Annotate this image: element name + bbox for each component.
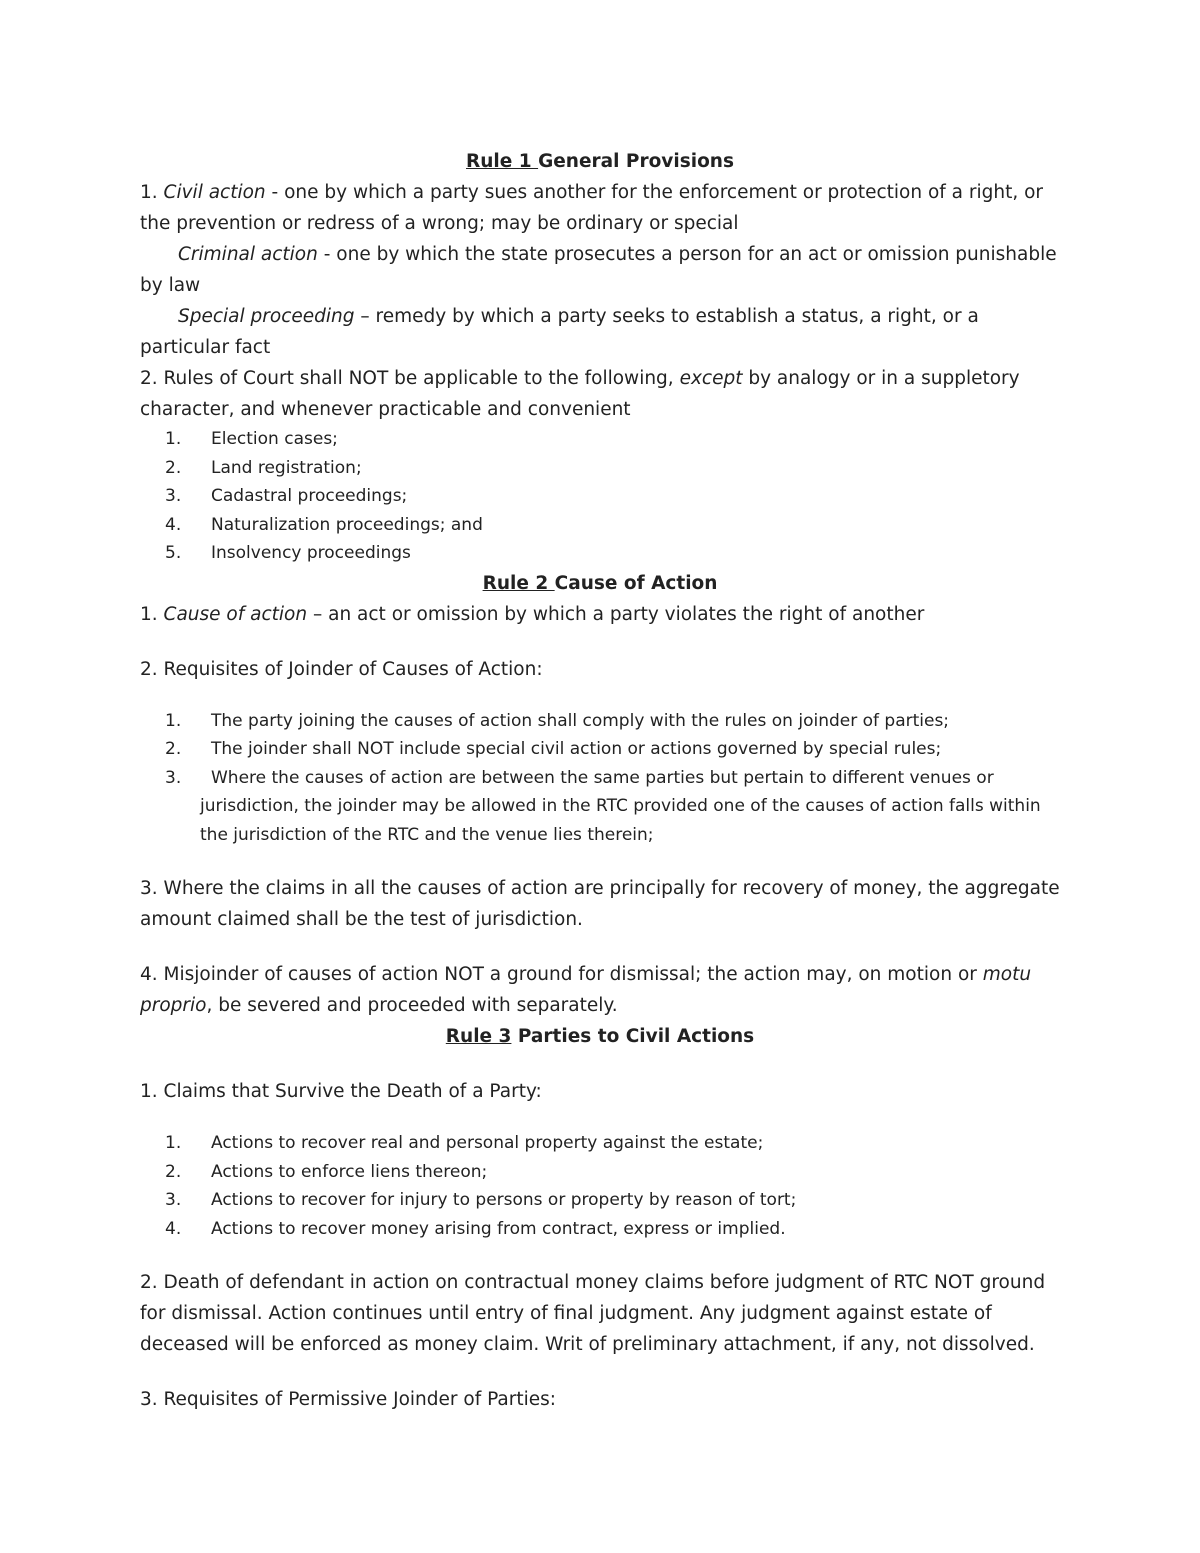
rule2-heading-num: Rule 2 (482, 572, 555, 594)
list-item-text: Election cases; (211, 429, 338, 449)
rule3-claims-list (140, 1129, 1060, 1243)
list-item-text: Where the causes of action are between the same parties but pertain to different venues or jurisdiction, the joinder may be allowed in the RTC provided one of the causes of action falls within the jurisdiction of the RTC and the venue lies therein; (200, 767, 1041, 845)
document-page (140, 146, 1060, 1415)
list-item-num: 4. (165, 1218, 182, 1239)
rule3-heading-num: Rule 3 (445, 1026, 512, 1047)
rule3-heading-title: Parties to Civil Actions (517, 1026, 755, 1047)
rule3-item-1: 1. Claims that Survive the Death of a Party: (140, 1081, 542, 1102)
rule2-heading (140, 568, 1060, 599)
list-item-text: Actions to recover for injury to persons or property by reason of tort; (211, 1190, 797, 1210)
rule1-item-2 (140, 363, 1060, 425)
list-item-text: Insolvency proceedings (211, 543, 411, 563)
rule1-item-2-text-a: 2. Rules of Court shall NOT be applicable to the following, (140, 368, 680, 389)
list-item (140, 707, 1060, 736)
rule2-cause-of-action-term: Cause of action (163, 603, 308, 625)
rule1-criminal-action-text: - one by which the state prosecutes a person for an act or omission punishable by law (140, 244, 1057, 296)
list-item-num: 3. (165, 1190, 182, 1210)
rule2-heading-title: Cause of Action (554, 572, 718, 594)
list-item-num: 5. (165, 543, 182, 563)
list-item-num: 2. (165, 457, 182, 478)
list-item-num: 1. (165, 1133, 182, 1153)
list-item-num: 4. (165, 514, 182, 535)
list-item (140, 764, 1060, 850)
rule1-special-proceeding-term: Special proceeding (178, 306, 355, 327)
rule1-item-2-text-b: by analogy or in a suppletory character, and whenever practicable and convenient (140, 368, 1020, 420)
rule1-heading-num: Rule 1 (466, 151, 539, 172)
rule1-civil-action (140, 177, 1060, 239)
rule2-cause-of-action-text: – an act or omission by which a party violates the right of another (307, 603, 925, 625)
rule1-criminal-action-term: Criminal action (178, 244, 318, 265)
rule2-cause-of-action (140, 599, 1060, 630)
rule2-joinder-list (140, 707, 1060, 850)
list-item-num: 2. (165, 739, 182, 759)
rule2-item-4-em: motu proprio (140, 964, 1032, 1016)
rule1-special-proceeding (140, 301, 1060, 363)
list-item (140, 735, 1060, 764)
rule2-p1-num: 1. (140, 603, 164, 625)
list-item-text: The joinder shall NOT include special civil action or actions governed by special rules; (211, 739, 942, 759)
list-item (140, 539, 1060, 568)
list-item (140, 1186, 1060, 1215)
list-item (140, 511, 1060, 540)
list-item-text: Cadastral proceedings; (211, 486, 408, 506)
list-item-text: Actions to recover money arising from contract, express or implied. (211, 1218, 786, 1239)
list-item-text: Land registration; (211, 457, 362, 478)
rule1-p1-num: 1. (140, 182, 164, 203)
list-item (140, 454, 1060, 483)
list-item-num: 1. (165, 429, 182, 449)
rule1-civil-action-term: Civil action (163, 182, 266, 203)
rule2-item-2: 2. Requisites of Joinder of Causes of Action: (140, 658, 543, 680)
rule3-heading (140, 1021, 1060, 1052)
rule3-item-2: 2. Death of defendant in action on contractual money claims before judgment of RTC NOT ground for dismissal. Action continues until entry of final judgment. Any judgment against estate of deceased will be enforced as money claim. Writ of preliminary attachment, if any, not dissolved. (140, 1272, 1046, 1355)
rule1-heading (140, 146, 1060, 177)
rule1-civil-action-text: - one by which a party sues another for the enforcement or protection of a right, or the prevention or redress of a wrong; may be ordinary or special (140, 182, 1044, 234)
list-item-text: Actions to recover real and personal property against the estate; (211, 1133, 764, 1153)
list-item (140, 1129, 1060, 1158)
rule2-item-4-text-a: 4. Misjoinder of causes of action NOT a ground for dismissal; the action may, on motion or (140, 964, 983, 985)
list-item (140, 1215, 1060, 1244)
list-item-text: The party joining the causes of action shall comply with the rules on joinder of parties; (211, 710, 950, 731)
list-item-text: Actions to enforce liens thereon; (211, 1161, 488, 1182)
rule1-special-proceeding-text: – remedy by which a party seeks to establish a status, a right, or a particular fact (140, 306, 979, 358)
rule2-item-3: 3. Where the claims in all the causes of action are principally for recovery of money, the aggregate amount claimed shall be the test of jurisdiction. (140, 878, 1060, 930)
rule1-exceptions-list (140, 425, 1060, 568)
rule1-item-2-em: except (679, 368, 743, 389)
rule3-item-3: 3. Requisites of Permissive Joinder of Parties: (140, 1389, 557, 1410)
rule1-criminal-action (140, 239, 1060, 301)
rule2-item-4-text-b: , be severed and proceeded with separately. (206, 995, 618, 1016)
rule1-heading-title: General Provisions (538, 151, 734, 172)
list-item-num: 1. (165, 710, 182, 731)
list-item-num: 2. (165, 1161, 182, 1182)
list-item (140, 482, 1060, 511)
list-item (140, 1158, 1060, 1187)
list-item-num: 3. (165, 767, 182, 788)
list-item-num: 3. (165, 486, 182, 506)
list-item-text: Naturalization proceedings; and (211, 514, 483, 535)
rule2-item-4 (140, 959, 1060, 1021)
list-item (140, 425, 1060, 454)
